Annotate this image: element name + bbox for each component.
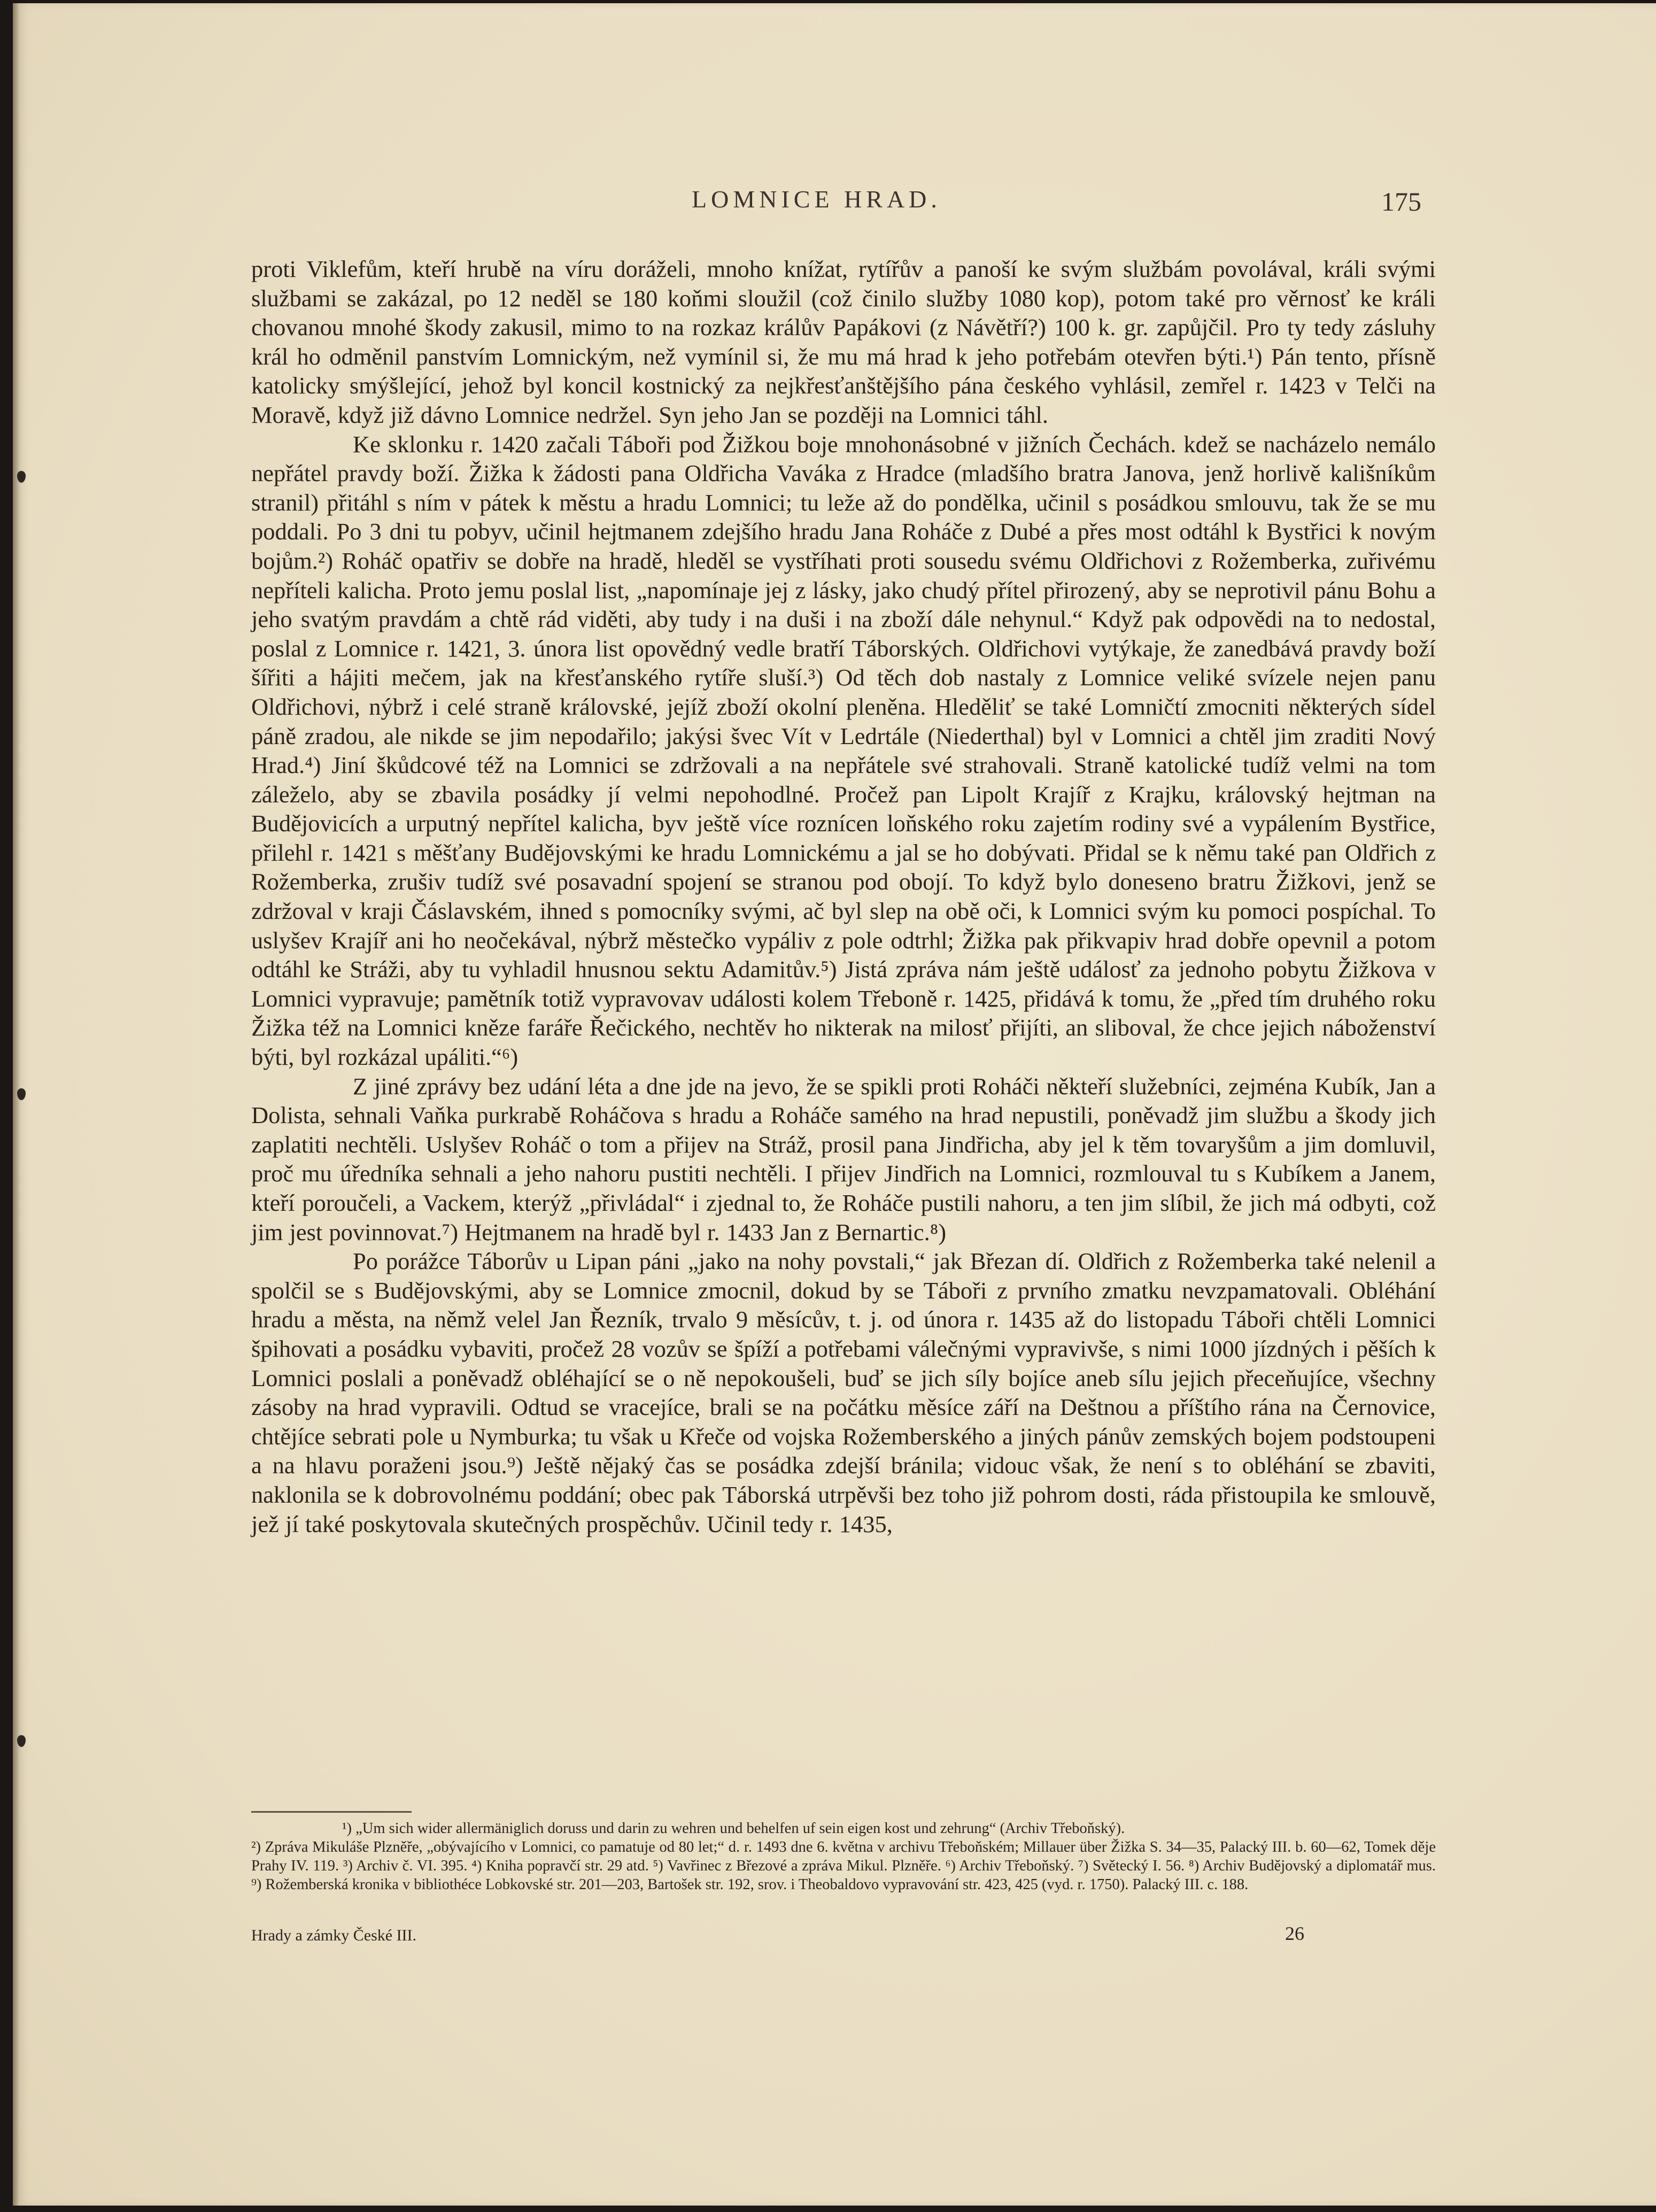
main-text [251,254,1436,1538]
footnote-separator [251,1811,412,1813]
page-binding-edge [13,3,20,2206]
sheet-number: 26 [1285,1923,1304,1944]
page-number: 175 [1381,187,1421,216]
running-title: LOMNICE HRAD. [692,185,941,213]
margin-ink-mark [17,1735,26,1747]
footnote: ²) Zpráva Mikuláše Plzněře, „obývajícího v Lomnici, co pamatuje od 80 let;“ d. r. 1493 dne 6. května v archivu Třeboňském; Millauer über Žižka S. 34—35, Palacký III. b. 60—62, Tomek děje Prahy IV. 119. ³) Archiv č. VI. 395. ⁴) Kniha popravčí str. 29 atd. ⁵) Vavřinec z Březové a zpráva Mikul. Plzněře. ⁶) Archiv Třeboňský. ⁷) Světecký I. 56. ⁸) Archiv Budějovský a diplomatář mus. ⁹) Rožemberská kronika v bibliothéce Lobkovské str. 201—203, Bartošek str. 192, srov. i Theobaldovo vypravování str. 423, 425 (vyd. r. 1750). Palacký III. c. 188. [251,1839,1436,1893]
paragraph: Z jiné zprávy bez udání léta a dne jde na jevo, že se spikli proti Roháči někteří služebníci, zejména Kubík, Jan a Dolista, sehnali Vaňka purkrabě Roháčova s hradu a Roháče samého na hrad nepustili, poněvadž jim službu a škody jich zaplatiti nechtěli. Uslyšev Roháč o tom a přijev na Stráž, prosil pana Jindřicha, aby jel k těm tovaryšům a jim domluvil, proč mu úředníka sehnali a jeho nahoru pustiti nechtěli. I přijev Jindřich na Lomnici, rozmlouval tu s Kubíkem a Janem, kteří poroučeli, a Vackem, kterýž „přivládal“ i zjednal to, že Roháče pustili nahoru, a ten jim slíbil, že jich má odbyti, což jim jest povinnovat.⁷) Hejtmanem na hradě byl r. 1433 Jan z Bernartic.⁸) [251,1072,1436,1246]
paragraph: Ke sklonku r. 1420 začali Táboři pod Žižkou boje mnohonásobné v jižních Čechách. kdež se nacházelo nemálo nepřátel pravdy boží. Žižka k žádosti pana Oldřicha Vaváka z Hradce (mladšího bratra Janova, jenž horlivě kališníkům stranil) přitáhl s ním v pátek k městu a hradu Lomnici; tu leže až do pondělka, učinil s posádkou smlouvu, tak že se mu poddali. Po 3 dni tu pobyv, učinil hejtmanem zdejšího hradu Jana Roháče z Dubé a přes most odtáhl k Bystřici k novým bojům.²) Roháč opatřiv se dobře na hradě, hleděl se vystříhati proti sousedu svému Oldřichovi z Rožemberka, zuřivému nepříteli kalicha. Proto jemu poslal list, „napomínaje jej z lásky, jako chudý přítel přirozený, aby se neprotivil pánu Bohu a jeho svatým pravdám a chtě rád viděti, aby tudy i na duši i na zboží dále nehynul.“ Když pak odpovědi na to nedostal, poslal z Lomnice r. 1421, 3. února list opovědný vedle bratří Táborských. Oldřichovi vytýkaje, že zanedbává pravdy boží šířiti a hájiti mečem, jak na křesťanského rytíře sluší.³) Od těch dob nastaly z Lomnice veliké svízele nejen panu Oldřichovi, nýbrž i celé straně královské, jejíž zboží okolní pleněna. Hleděliť se také Lomničtí zmocniti některých sídel páně zradou, ale nikde se jim nepodařilo; jakýsi švec Vít v Ledrtále (Niederthal) byl v Lomnici a chtěl jim zraditi Nový Hrad.⁴) Jiní škůdcové též na Lomnici se zdržovali a na nepřátele své strahovali. Straně katolické tudíž velmi na tom záleželo, aby se zbavila posádky jí velmi nepohodlné. Pročež pan Lipolt Krajíř z Krajku, královský hejtman na Budějovicích a urputný nepřítel kalicha, byv ještě více roznícen loňského roku zajetím rodiny své a vypálením Bystřice, přilehl r. 1421 s měšťany Budějovskými ke hradu Lomnickému a jal se ho dobývati. Přidal se k němu také pan Oldřich z Rožemberka, zrušiv tudíž své posavadní spojení se stranou pod obojí. To když bylo doneseno bratru Žižkovi, jenž se zdržoval v kraji Čáslavském, ihned s pomocníky svými, ač byl slep na obě oči, k Lomnici svým ku pomoci pospíchal. To uslyšev Krajíř ani ho neočekával, nýbrž městečko vypáliv z pole odtrhl; Žižka pak přikvapiv hrad dobře opevnil a potom odtáhl ke Stráži, aby tu vyhladil hnusnou sektu Adamitův.⁵) Jistá zpráva nám ještě událosť za jednoho pobytu Žižkova v Lomnici vypravuje; pamětník totiž vypravovav události kolem Třeboně r. 1425, přidává k tomu, že „před tím druhého roku Žižka též na Lomnici kněze faráře Řečického, nechtěv ho nikterak na milosť přijíti, an sliboval, že chce jejich náboženství býti, byl rozkázal upáliti.“⁶) [251,430,1436,1071]
paragraph: Po porážce Táborův u Lipan páni „jako na nohy povstali,“ jak Březan dí. Oldřich z Rožemberka také nelenil a spolčil se s Budějovskými, aby se Lomnice zmocnil, dokud by se Táboři z prvního zmatku nevzpamatovali. Obléhání hradu a města, na němž velel Jan Řezník, trvalo 9 měsícův, t. j. od února r. 1435 až do listopadu Táboři chtěli Lomnici špihovati a posádku vybaviti, pročež 28 vozův se špíží a potřebami válečnými vypravivše, s nimi 1000 jízdných i pěších k Lomnici poslali a poněvadž obléhající se o ně nepokoušeli, buď se jich síly bojíce aneb sílu jejich přeceňujíce, všechny zásoby na hrad vypravili. Odtud se vracejíce, brali se na počátku měsíce září na Deštnou a příštího rána na Černovice, chtějíce sebrati pole u Nymburka; tu však u Křeče od vojska Rožemberského a jiných pánův zemských bojem podstoupeni a na hlavu poraženi jsou.⁹) Ještě nějaký čas se posádka zdejší bránila; vidouc však, že není s to obléhání se zbaviti, naklonila se k dobrovolnému poddání; obec pak Táborská utrpěvši bez toho již pohrom dosti, ráda přistoupila ke smlouvě, jež jí také poskytovala skutečných prospěchův. Učinil tedy r. 1435, [251,1248,1436,1537]
footnotes [251,1819,1436,1894]
margin-ink-mark [17,1088,26,1100]
signature-line: Hrady a zámky České III. [251,1927,417,1944]
book-page [13,3,1656,2206]
paragraph: proti Viklefům, kteří hrubě na víru doráželi, mnoho knížat, rytířův a panoší ke svým službám povolával, králi svými službami se zakázal, po 12 neděl se 180 koňmi sloužil (což činilo služby 1080 kop), potom také pro věrnosť ke králi chovanou mnohé škody zakusil, mimo to na rozkaz králův Papákovi (z Návětří?) 100 k. gr. zapůjčil. Pro ty tedy zásluhy král ho odměnil panstvím Lomnickým, než vymínil si, že mu má hrad k jeho potřebám otevřen býti.¹) Pán tento, přísně katolicky smýšlející, jehož byl koncil kostnický za nejkřesťanštějšího pána českého vyhlásil, zemřel r. 1423 v Telči na Moravě, když již dávno Lomnice nedržel. Syn jeho Jan se později na Lomnici táhl. [251,256,1436,428]
margin-ink-mark [17,471,26,483]
footnote: ¹) „Um sich wider allermäniglich doruss und darin zu wehren und behelfen uf sein eigen kost und zehrung“ (Archiv Třeboňský). [342,1820,1125,1837]
